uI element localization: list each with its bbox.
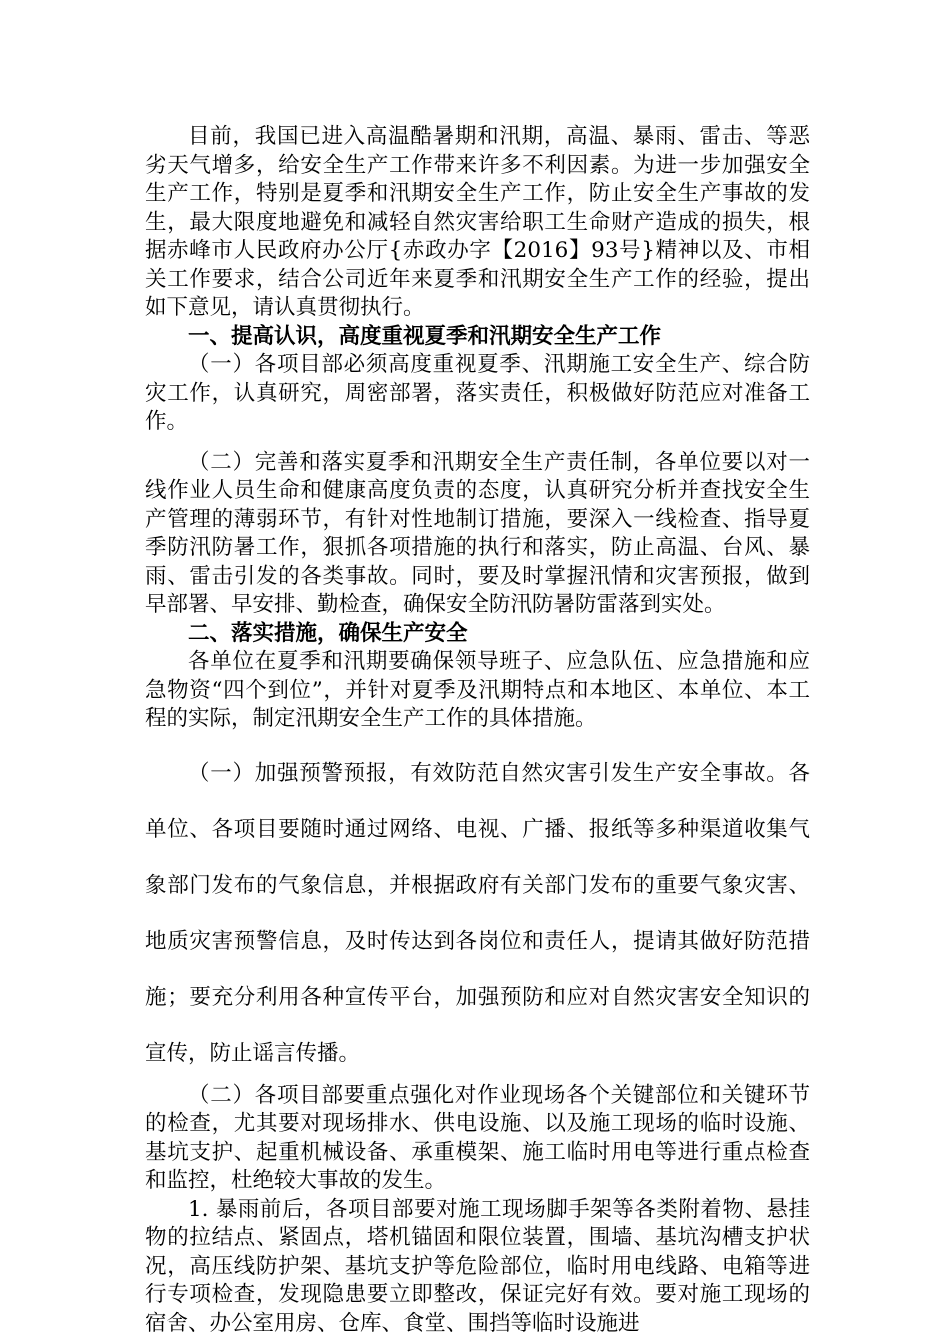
item-2-2-paragraph: （二）各项目部要重点强化对作业现场各个关键部位和关键环节的检查，尤其要对现场排水、供电设施、以及施工现场的临时设施、基坑支护、起重机械设备、承重模架、施工临时用电等进行重点检查和监控，杜绝较大事故的发生。 (145, 1082, 810, 1193)
section-2-paragraph: 各单位在夏季和汛期要确保领导班子、应急队伍、应急措施和应急物资“四个到位”，并针对夏季及汛期特点和本地区、本单位、本工程的实际，制定汛期安全生产工作的具体措施。 (145, 649, 810, 731)
section-heading-1: 一、提高认识，高度重视夏季和汛期安全生产工作 (188, 323, 662, 349)
spacer (145, 734, 810, 746)
spacer (145, 437, 810, 449)
item-2-1-paragraph: （一）加强预警预报，有效防范自然灾害引发生产安全事故。各单位、各项目要随时通过网络、电视、广播、报纸等多种渠道收集气象部门发布的气象信息，并根据政府有关部门发布的重要气象灾害、地质灾害预警信息，及时传达到各岗位和责任人，提请其做好防范措施；要充分利用各种宣传平台，加强预防和应对自然灾害安全知识的宣传，防止谣言传播。 (145, 760, 810, 1066)
intro-paragraph: 目前，我国已进入高温酷暑期和汛期，高温、暴雨、雷击、等恶劣天气增多，给安全生产工作带来许多不利因素。为进一步加强安全生产工作，特别是夏季和汛期安全生产工作，防止安全生产事故的发生，最大限度地避免和减轻自然灾害给职工生命财产造成的损失，根据赤峰市人民政府办公厅{赤政办字【2016】93号}精神以及、市相关工作要求，结合公司近年来夏季和汛期安全生产工作的经验，提出如下意见，请认真贯彻执行。 (145, 124, 810, 320)
section-heading-2: 二、落实措施，确保生产安全 (188, 620, 468, 646)
document-page (145, 123, 810, 1338)
item-1-2-paragraph: （二）完善和落实夏季和汛期安全生产责任制，各单位要以对一线作业人员生命和健康高度负责的态度，认真研究分析并查找安全生产管理的薄弱环节，有针对性地制订措施，要深入一线检查、指导夏季防汛防暑工作，狠抓各项措施的执行和落实，防止高温、台风、暴雨、雷击引发的各类事故。同时，要及时掌握汛情和灾害预报，做到早部署、早安排、勤检查，确保安全防汛防暑防雷落到实处。 (145, 449, 810, 617)
item-2-2-1-paragraph: 1. 暴雨前后，各项目部要对施工现场脚手架等各类附着物、悬挂物的拉结点、紧固点，塔机锚固和限位装置，围墙、基坑沟槽支护状况，高压线防护架、基坑支护等危险部位，临时用电线路、电箱等进行专项检查，发现隐患要立即整改，保证完好有效。要对施工现场的宿舍、办公室用房、仓库、食堂、围挡等临时设施进 (145, 1196, 810, 1336)
item-1-1-paragraph: （一）各项目部必须高度重视夏季、汛期施工安全生产、综合防灾工作，认真研究，周密部署，落实责任，积极做好防范应对准备工作。 (145, 352, 810, 434)
